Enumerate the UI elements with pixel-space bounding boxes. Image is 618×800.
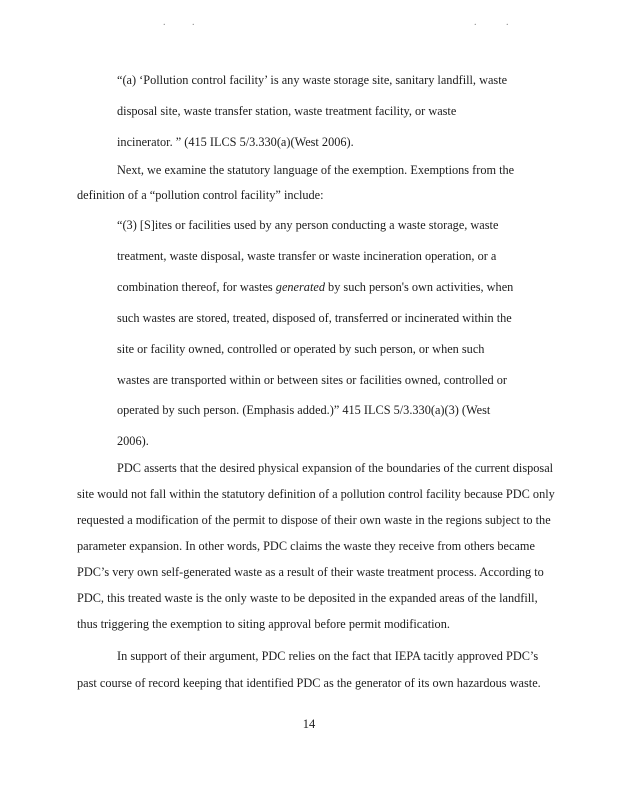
quote1-line: disposal site, waste transfer station, waste treatment facility, or waste [117, 104, 457, 118]
scan-mark: . [163, 17, 166, 28]
quote2-line: 2006). [117, 434, 149, 448]
quote2-line: site or facility owned, controlled or operated by such person, or when such [117, 342, 485, 356]
paragraph-line: Next, we examine the statutory language of the exemption. Exemptions from the [117, 163, 515, 177]
quote1-line: “(a) ‘Pollution control facility’ is any waste storage site, sanitary landfill, waste [117, 73, 508, 87]
quote2-text: by such person's own activities, when [324, 280, 514, 294]
quote2-line: wastes are transported within or between sites or facilities owned, controlled or [117, 373, 507, 387]
quote2-text: combination thereof, for wastes [117, 280, 276, 294]
scan-mark: . [192, 17, 195, 28]
paragraph-line: past course of record keeping that identified PDC as the generator of its own hazardous waste. [77, 676, 541, 690]
paragraph-line: PDC, this treated waste is the only waste to be deposited in the expanded areas of the landfill, [77, 591, 538, 605]
paragraph-line: thus triggering the exemption to siting approval before permit modification. [77, 617, 450, 631]
quote2-line [117, 279, 513, 295]
quote2-line: such wastes are stored, treated, disposed of, transferred or incinerated within the [117, 311, 512, 325]
scan-mark: . [474, 17, 477, 28]
page-number: 14 [302, 717, 316, 731]
quote1-line: incinerator. ” (415 ILCS 5/3.330(a)(West 2006). [117, 135, 354, 149]
paragraph-line: definition of a “pollution control facility” include: [77, 188, 324, 202]
paragraph-line: PDC asserts that the desired physical expansion of the boundaries of the current disposal [117, 461, 554, 475]
scan-mark: . [506, 17, 509, 28]
paragraph-line: requested a modification of the permit to dispose of their own waste in the regions subject to the [77, 513, 551, 527]
paragraph-line: In support of their argument, PDC relies on the fact that IEPA tacitly approved PDC’s [117, 649, 539, 663]
paragraph-line: parameter expansion. In other words, PDC claims the waste they receive from others became [77, 539, 535, 553]
paragraph-line: PDC’s very own self-generated waste as a result of their waste treatment process. According to [77, 565, 544, 579]
emphasis-text: generated [275, 280, 325, 294]
paragraph-line: site would not fall within the statutory definition of a pollution control facility because PDC only [77, 487, 555, 501]
quote2-line: “(3) [S]ites or facilities used by any person conducting a waste storage, waste [117, 218, 499, 232]
quote2-line: operated by such person. (Emphasis added.)” 415 ILCS 5/3.330(a)(3) (West [117, 403, 491, 417]
quote2-line: treatment, waste disposal, waste transfer or waste incineration operation, or a [117, 249, 497, 263]
